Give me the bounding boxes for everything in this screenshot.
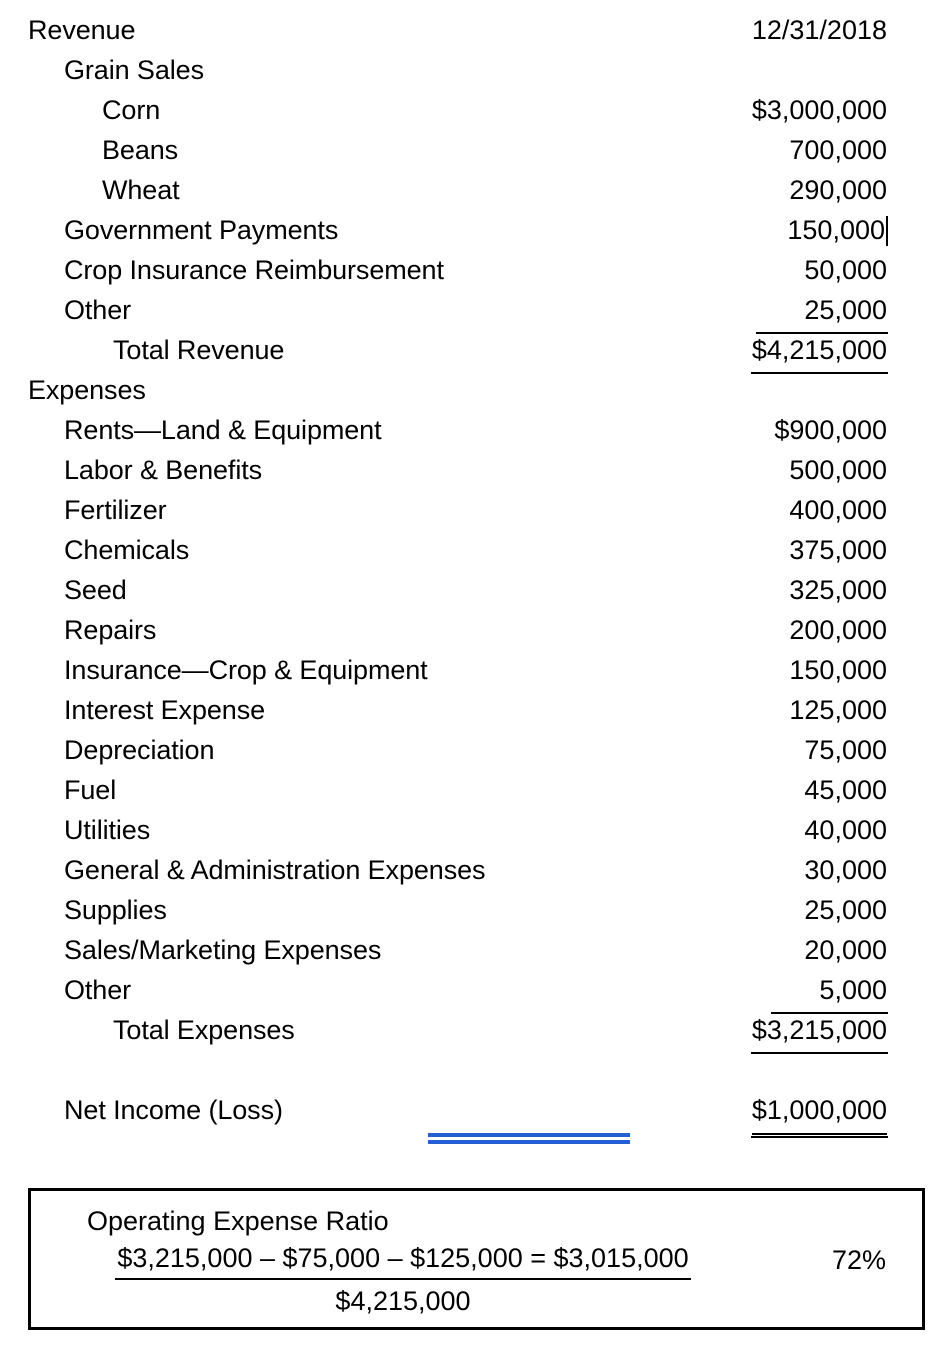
line-value: 25,000 bbox=[804, 895, 887, 925]
line-seed bbox=[0, 570, 946, 610]
ratio-title: Operating Expense Ratio bbox=[87, 1206, 389, 1236]
column-header-date-text: 12/31/2018 bbox=[751, 15, 887, 45]
operating-expense-ratio-box bbox=[28, 1188, 925, 1330]
line-value: $4,215,000 bbox=[716, 330, 946, 374]
line-value: 400,000 bbox=[789, 495, 887, 525]
line-label: Total Revenue bbox=[113, 335, 285, 365]
line-label: Chemicals bbox=[64, 535, 190, 565]
line-crop-insurance-reimbursement bbox=[0, 250, 946, 290]
line-beans bbox=[0, 130, 946, 170]
line-label: Utilities bbox=[64, 815, 151, 845]
line-label: Depreciation bbox=[64, 735, 215, 765]
line-supplies bbox=[0, 890, 946, 930]
line-corn bbox=[0, 90, 946, 130]
blue-rule-line-bottom bbox=[428, 1140, 630, 1144]
line-value: $900,000 bbox=[774, 415, 887, 445]
line-label: Fertilizer bbox=[64, 495, 167, 525]
row-spacer bbox=[0, 1050, 946, 1090]
net-income-value: $1,000,000 bbox=[716, 1090, 946, 1138]
line-fertilizer bbox=[0, 490, 946, 530]
line-label: Other bbox=[64, 975, 132, 1005]
line-value: 30,000 bbox=[804, 855, 887, 885]
line-label: Total Expenses bbox=[113, 1015, 295, 1045]
blue-annotation-rule bbox=[428, 1133, 630, 1144]
line-revenue-other bbox=[0, 290, 946, 330]
text-cursor-caret bbox=[886, 216, 888, 246]
line-sales-marketing-expenses bbox=[0, 930, 946, 970]
line-rents-land-equipment bbox=[0, 410, 946, 450]
line-value: 150,000 bbox=[716, 210, 946, 252]
line-label: Rents—Land & Equipment bbox=[64, 415, 382, 445]
line-value: $3,000,000 bbox=[751, 95, 887, 125]
line-insurance-crop-equipment bbox=[0, 650, 946, 690]
line-label: Crop Insurance Reimbursement bbox=[64, 255, 444, 285]
line-label: Supplies bbox=[64, 895, 167, 925]
line-value: 40,000 bbox=[804, 815, 887, 845]
ratio-fraction bbox=[53, 1239, 753, 1320]
line-label: Labor & Benefits bbox=[64, 455, 263, 485]
ratio-result-percent: 72% bbox=[831, 1245, 886, 1275]
line-value bbox=[716, 50, 946, 90]
ratio-denominator: $4,215,000 bbox=[335, 1286, 471, 1316]
revenue-heading-row bbox=[0, 10, 946, 50]
expenses-heading-row bbox=[0, 370, 946, 410]
line-label: Seed bbox=[64, 575, 127, 605]
line-value: 700,000 bbox=[789, 135, 887, 165]
line-label: Government Payments bbox=[64, 215, 339, 245]
line-value: 375,000 bbox=[789, 535, 887, 565]
line-repairs bbox=[0, 610, 946, 650]
line-label: Other bbox=[64, 295, 132, 325]
line-total-revenue bbox=[0, 330, 946, 370]
line-value: 50,000 bbox=[804, 255, 887, 285]
line-fuel bbox=[0, 770, 946, 810]
column-header-date bbox=[716, 10, 946, 52]
line-value: 500,000 bbox=[789, 455, 887, 485]
statement-body bbox=[0, 10, 946, 1130]
line-expenses-other bbox=[0, 970, 946, 1010]
line-value: 45,000 bbox=[804, 775, 887, 805]
line-label: General & Administration Expenses bbox=[64, 855, 486, 885]
line-label: Wheat bbox=[102, 175, 180, 205]
line-value: 75,000 bbox=[804, 735, 887, 765]
line-label: Interest Expense bbox=[64, 695, 266, 725]
line-label: Beans bbox=[102, 135, 179, 165]
line-label: Insurance—Crop & Equipment bbox=[64, 655, 428, 685]
line-value: $3,215,000 bbox=[716, 1010, 946, 1054]
line-value: 150,000 bbox=[789, 655, 887, 685]
line-value: 25,000 bbox=[716, 290, 946, 334]
line-utilities bbox=[0, 810, 946, 850]
line-value: 200,000 bbox=[789, 615, 887, 645]
line-wheat bbox=[0, 170, 946, 210]
line-value: 20,000 bbox=[804, 935, 887, 965]
line-general-administration-expenses bbox=[0, 850, 946, 890]
line-government-payments bbox=[0, 210, 946, 250]
line-label: Repairs bbox=[64, 615, 157, 645]
line-total-expenses bbox=[0, 1010, 946, 1050]
line-label: Corn bbox=[102, 95, 161, 125]
net-income-label: Net Income (Loss) bbox=[64, 1095, 283, 1125]
section-heading-expenses: Expenses bbox=[28, 375, 146, 405]
line-label: Grain Sales bbox=[64, 55, 204, 85]
ratio-numerator: $3,215,000 – $75,000 – $125,000 = $3,015,000 bbox=[115, 1239, 690, 1280]
line-labor-benefits bbox=[0, 450, 946, 490]
line-depreciation bbox=[0, 730, 946, 770]
line-net-income bbox=[0, 1090, 946, 1130]
ratio-box-inner bbox=[31, 1191, 922, 1327]
line-grain-sales bbox=[0, 50, 946, 90]
line-value: 125,000 bbox=[789, 695, 887, 725]
section-heading-revenue: Revenue bbox=[28, 15, 136, 45]
line-value: 5,000 bbox=[716, 970, 946, 1014]
line-label: Fuel bbox=[64, 775, 117, 805]
line-interest-expense bbox=[0, 690, 946, 730]
line-label: Sales/Marketing Expenses bbox=[64, 935, 382, 965]
line-chemicals bbox=[0, 530, 946, 570]
line-value: 290,000 bbox=[789, 175, 887, 205]
blue-rule-line-top bbox=[428, 1133, 630, 1137]
line-value: 325,000 bbox=[789, 575, 887, 605]
